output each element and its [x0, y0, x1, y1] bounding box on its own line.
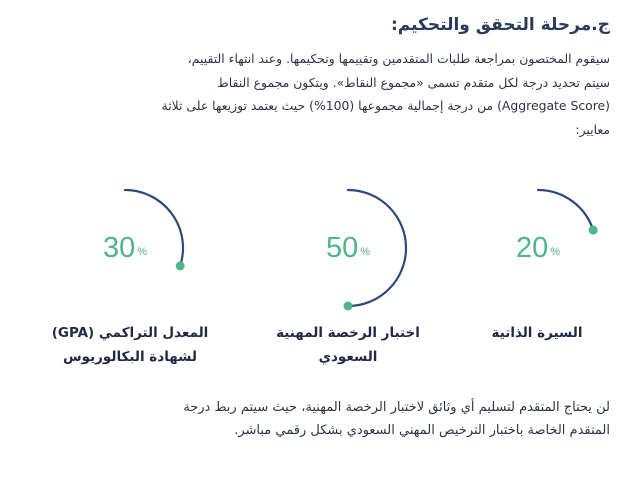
license-test-percent-sign: % — [360, 246, 371, 258]
gpa-percent-sign: % — [137, 246, 148, 258]
footer-line: لن يحتاج المتقدم لتسليم أي وثائق لاختبار الرخصة المهنية، حيث سيتم ربط درجة — [183, 400, 610, 415]
footer-note — [20, 396, 610, 442]
cv-percent-sign: % — [550, 246, 561, 258]
gpa-caption-line: المعدل التراكمي (GPA) — [51, 325, 209, 341]
cv-caption — [437, 321, 634, 345]
paragraph-line: سيتم تحديد درجة لكل متقدم تسمى «مجموع النقاط». ويتكون مجموع النقاط — [217, 74, 610, 90]
cv-progress-ring — [468, 178, 608, 318]
license-test-caption — [248, 321, 448, 369]
cv-percent — [468, 178, 608, 318]
section-paragraph — [14, 47, 610, 141]
gpa-progress-ring — [55, 178, 195, 318]
gpa-percent — [55, 178, 195, 318]
paragraph-line: معايير: — [575, 121, 610, 137]
paragraph-line: سيقوم المختصون بمراجعة طلبات المتقدمين وتقييمها وتحكيمها. وعند انتهاء التقييم، — [187, 51, 610, 66]
cv-percent-value: 20 — [515, 231, 549, 264]
section-heading: ج.مرحلة التحقق والتحكيم: — [390, 15, 610, 35]
footer-line: المتقدم الخاصة باختبار الترخيص المهني السعودي بشكل رقمي مباشر. — [234, 423, 610, 438]
license-test-percent-value: 50 — [325, 231, 359, 264]
license-test-percent — [278, 178, 418, 318]
license-test-progress-ring — [278, 178, 418, 318]
license-test-caption-line: السعودي — [318, 349, 378, 365]
gpa-percent-value: 30 — [102, 231, 136, 264]
cv-caption-line: السيرة الذاتية — [491, 325, 583, 341]
paragraph-line: (Aggregate Score) من درجة إجمالية مجموعها (100%) حيث يعتمد توزيعها على ثلاثة — [161, 98, 610, 113]
license-test-caption-line: اختبار الرخصة المهنية — [276, 325, 420, 341]
gpa-caption-line: لشهادة البكالوريوس — [63, 349, 197, 365]
gpa-caption — [30, 321, 230, 369]
